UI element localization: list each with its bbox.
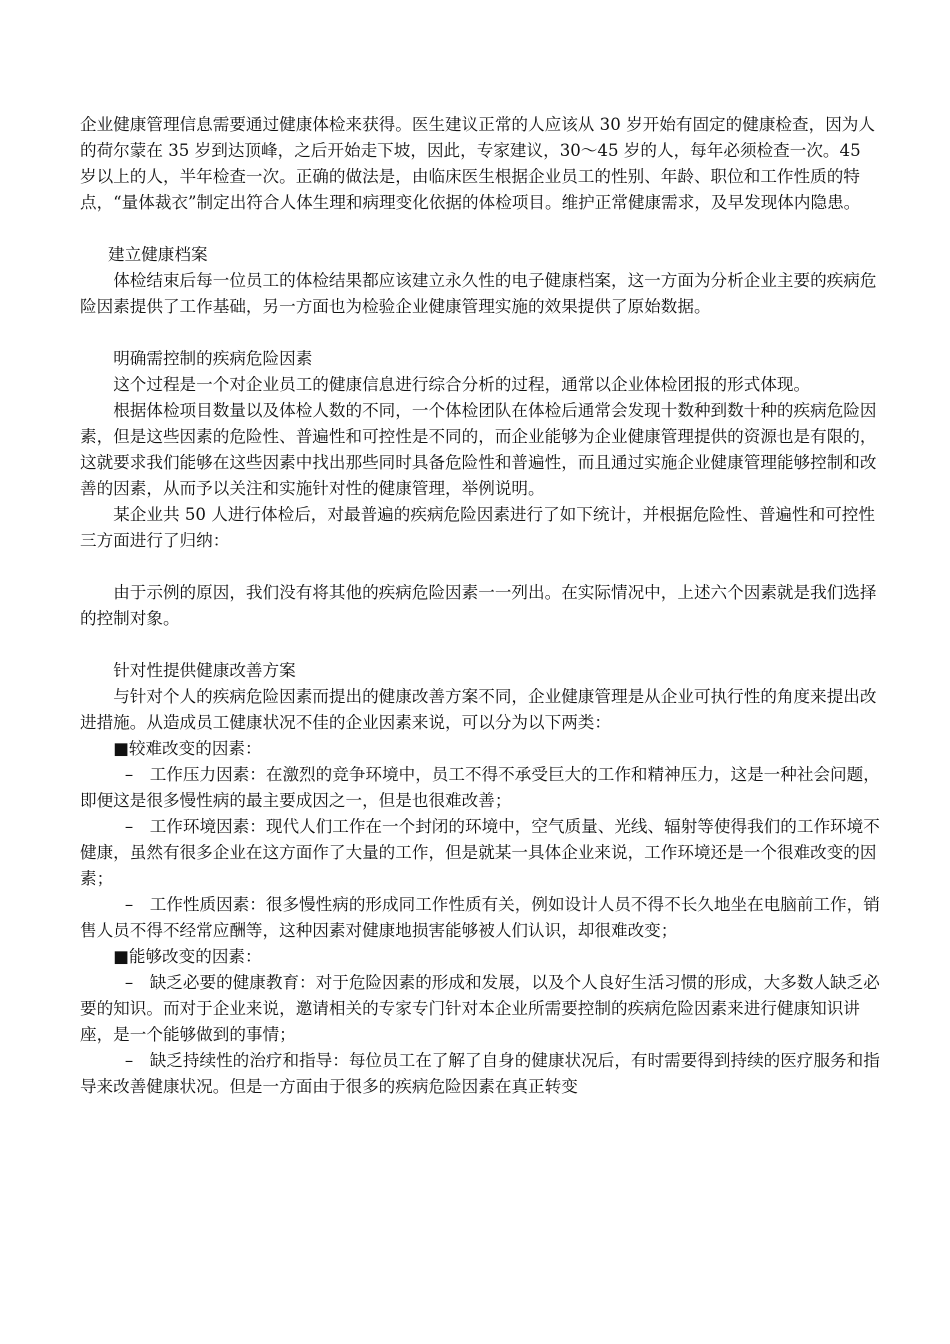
paragraph-improvement: 与针对个人的疾病危险因素而提出的健康改善方案不同，企业健康管理是从企业可执行性的角度来提出改进措施。从造成员工健康状况不佳的企业因素来说，可以分为以下两类： <box>80 687 877 732</box>
paragraph-archive: 体检结束后每一位员工的体检结果都应该建立永久性的电子健康档案，这一方面为分析企业主要的疾病危险因素提供了工作基础，另一方面也为检验企业健康管理实施的效果提供了原始数据。 <box>80 271 877 316</box>
heading-health-archive: 建立健康档案 <box>108 245 208 264</box>
list-item-work-environment: – 工作环境因素：现代人们工作在一个封闭的环境中，空气质量、光线、辐射等使得我们的工作环境不健康，虽然有很多企业在这方面作了大量的工作，但是就某一具体企业来说，工作环境还是一个很难改变的因素； <box>80 817 880 888</box>
heading-improvement-plan: 针对性提供健康改善方案 <box>113 661 296 680</box>
list-item-work-pressure: – 工作压力因素：在激烈的竞争环境中，员工不得不承受巨大的工作和精神压力，这是一种社会问题，即便这是很多慢性病的最主要成因之一，但是也很难改善； <box>80 765 880 810</box>
paragraph-risk-analysis: 这个过程是一个对企业员工的健康信息进行综合分析的过程，通常以企业体检团报的形式体现。 <box>113 375 811 394</box>
paragraph-checkup: 企业健康管理信息需要通过健康体检来获得。医生建议正常的人应该从 30 岁开始有固定的健康检查，因为人的荷尔蒙在 35 岁到达顶峰，之后开始走下坡，因此，专家建议，30～45 岁的人，每年必须检查一次。45 岁以上的人，半年检查一次。正确的做法是，由临床医生根据企业员工的性别、年龄、职位和工作性质的特点，“量体裁衣”制定出符合人体生理和病理变化依据的体检项目。维护正常健康需求，及早发现体内隐患。 <box>80 115 875 212</box>
list-item-work-nature: – 工作性质因素：很多慢性病的形成同工作性质有关，例如设计人员不得不长久地坐在电脑前工作，销售人员不得不经常应酬等，这种因素对健康地损害能够被人们认识，却很难改变； <box>80 895 880 940</box>
paragraph-risk-selection: 根据体检项目数量以及体检人数的不同，一个体检团队在体检后通常会发现十数种到数十种的疾病危险因素，但是这些因素的危险性、普遍性和可控性是不同的，而企业能够为企业健康管理提供的资源也是有限的，这就要求我们能够在这些因素中找出那些同时具备危险性和普遍性，而且通过实施企业健康管理能够控制和改善的因素，从而予以关注和实施针对性的健康管理，举例说明。 <box>80 401 877 498</box>
list-title-changeable-factors: ■能够改变的因素： <box>113 947 262 966</box>
list-title-hard-factors: ■较难改变的因素： <box>113 739 262 758</box>
document-page <box>80 112 880 1100</box>
list-item-health-education: – 缺乏必要的健康教育：对于危险因素的形成和发展，以及个人良好生活习惯的形成，大多数人缺乏必要的知识。而对于企业来说，邀请相关的专家专门针对本企业所需要控制的疾病危险因素来进行健康知识讲座，是一个能够做到的事情； <box>80 973 880 1044</box>
paragraph-example-note: 由于示例的原因，我们没有将其他的疾病危险因素一一列出。在实际情况中，上述六个因素就是我们选择的控制对象。 <box>80 583 877 628</box>
list-item-continuous-care: – 缺乏持续性的治疗和指导：每位员工在了解了自身的健康状况后，有时需要得到持续的医疗服务和指导来改善健康状况。但是一方面由于很多的疾病危险因素在真正转变 <box>80 1051 880 1096</box>
heading-risk-factors: 明确需控制的疾病危险因素 <box>113 349 313 368</box>
paragraph-example: 某企业共 50 人进行体检后，对最普遍的疾病危险因素进行了如下统计，并根据危险性、普遍性和可控性三方面进行了归纳： <box>80 505 875 550</box>
